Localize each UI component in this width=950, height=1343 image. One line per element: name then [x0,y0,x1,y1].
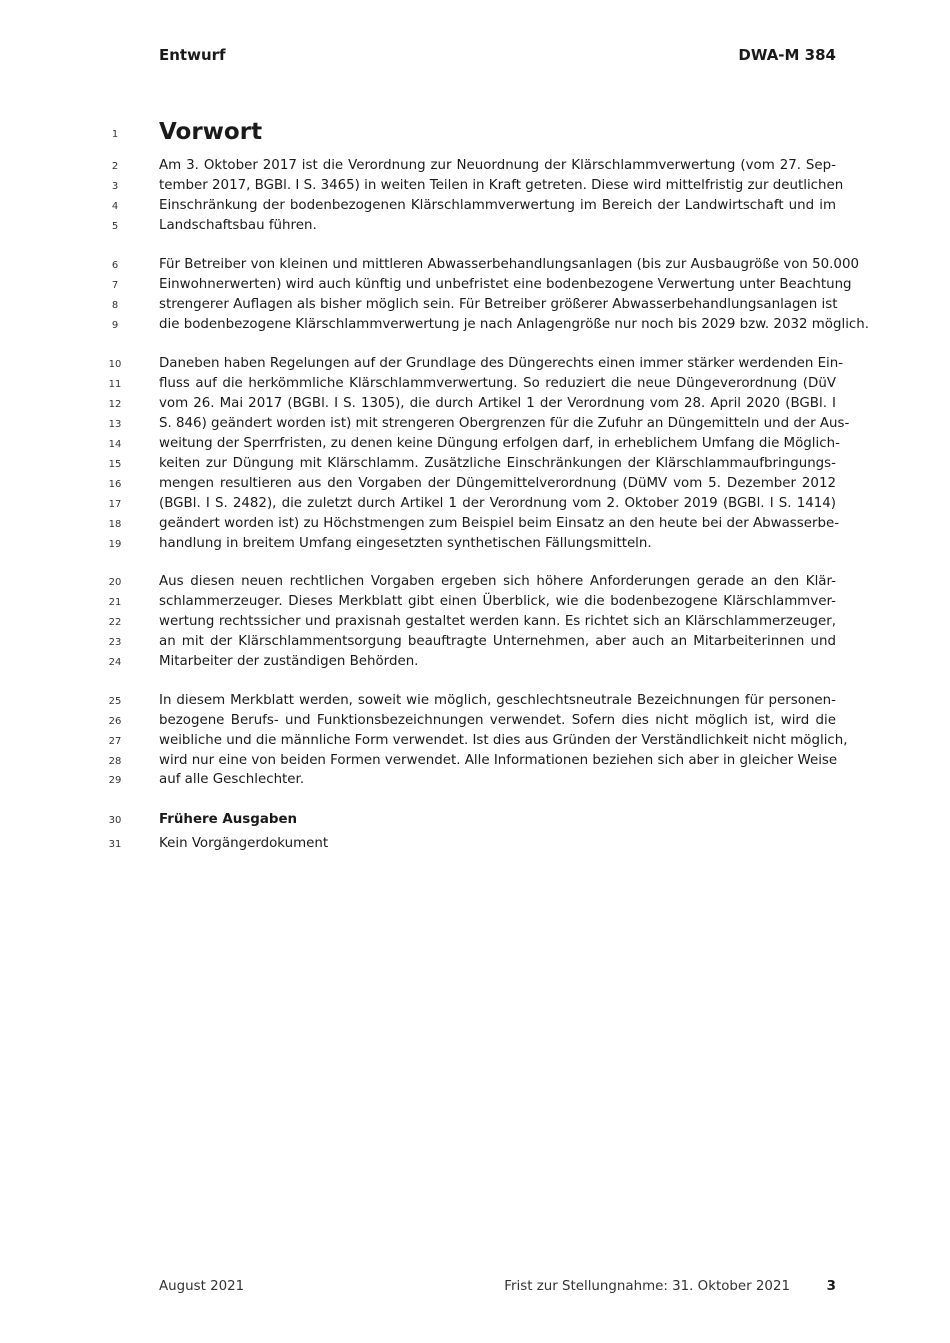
line-text: auf alle Geschlechter. [159,772,305,787]
line-text: tember 2017, BGBl. I S. 3465) in weiten Teilen in Kraft getreten. Diese wird mittelfristig zur deutlichen [159,178,844,193]
line-17 [0,494,950,514]
page-header [159,46,836,66]
line-number: 16 [108,479,122,490]
line-number: 5 [111,221,119,232]
line-text: fluss auf die herkömmliche Klärschlammverwertung. So reduziert die neue Düngeverordnung (DüV [159,376,836,391]
line-24 [0,652,950,672]
line-number: 25 [108,696,122,707]
line-4 [0,196,950,216]
line-number: 12 [108,399,122,410]
line-text: (BGBl. I S. 2482), die zuletzt durch Artikel 1 der Verordnung vom 2. Oktober 2019 (BGBl. I S. 1414) [159,496,836,511]
line-25 [0,691,950,711]
line-text: wertung rechtssicher und praxisnah gestaltet werden kann. Es richtet sich an Klärschlammerzeuger, [159,614,836,629]
line-text: keiten zur Düngung mit Klärschlamm. Zusätzliche Einschränkungen der Klärschlammaufbringungs- [159,456,836,471]
line-text: wird nur eine von beiden Formen verwendet. Alle Informationen beziehen sich aber in gleicher Weise [159,753,838,768]
line-11 [0,374,950,394]
line-number: 4 [111,201,119,212]
line-26 [0,711,950,731]
line-22 [0,612,950,632]
line-number: 21 [108,597,122,608]
line-14 [0,434,950,454]
page-footer [159,1279,836,1299]
line-text: Einwohnerwerten) wird auch künftig und unbefristet eine bodenbezogene Verwertung unter Beachtung [159,277,852,292]
line-number: 9 [111,320,119,331]
line-number: 1 [111,129,119,140]
line-text: schlammerzeuger. Dieses Merkblatt gibt einen Überblick, wie die bodenbezogene Klärschlammver- [159,594,836,609]
line-text: Aus diesen neuen rechtlichen Vorgaben ergeben sich höhere Anforderungen gerade an den Klär- [159,574,836,589]
line-number: 2 [111,161,119,172]
line-text: strengerer Auflagen als bisher möglich sein. Für Betreiber größerer Abwasserbehandlungsanlagen ist [159,297,838,312]
page-number: 3 [826,1279,836,1294]
line-number: 28 [108,756,122,767]
line-number: 14 [108,439,122,450]
line-2 [0,156,950,176]
line-21 [0,592,950,612]
line-text: die bodenbezogene Klärschlammverwertung je nach Anlagengröße nur noch bis 2029 bzw. 2032 möglich. [159,317,870,332]
footer-date: August 2021 [159,1279,245,1294]
line-text: handlung in breitem Umfang eingesetzten synthetischen Fällungsmitteln. [159,536,652,551]
line-23 [0,632,950,652]
line-number: 30 [108,815,122,826]
line-1 [0,117,950,145]
line-number: 15 [108,459,122,470]
line-number: 6 [111,260,119,271]
line-28 [0,751,950,771]
line-9 [0,315,950,335]
line-text: Mitarbeiter der zuständigen Behörden. [159,654,419,669]
line-20 [0,572,950,592]
footer-deadline: Frist zur Stellungnahme: 31. Oktober 2021 [504,1279,790,1294]
line-number: 17 [108,499,122,510]
line-text: weibliche und die männliche Form verwendet. Ist dies aus Gründen der Verständlichkeit nicht möglich, [159,733,848,748]
line-number: 10 [108,359,122,370]
line-text: Für Betreiber von kleinen und mittleren Abwasserbehandlungsanlagen (bis zur Ausbaugröße von 50.000 [159,257,859,272]
line-31 [0,834,950,854]
line-number: 3 [111,181,119,192]
line-29 [0,770,950,790]
line-text: mengen resultieren aus den Vorgaben der Düngemittelverordnung (DüMV vom 5. Dezember 2012 [159,476,836,491]
line-3 [0,176,950,196]
line-19 [0,534,950,554]
line-number: 27 [108,736,122,747]
line-number: 23 [108,637,122,648]
line-text: vom 26. Mai 2017 (BGBl. I S. 1305), die durch Artikel 1 der Verordnung vom 28. April 2020 (BGBl. I [159,396,836,411]
line-text: weitung der Sperrfristen, zu denen keine Düngung erfolgen darf, in erheblichem Umfang die Möglich- [159,436,840,451]
line-8 [0,295,950,315]
line-number: 22 [108,617,122,628]
line-27 [0,731,950,751]
line-number: 19 [108,539,122,550]
line-text: geändert worden ist) zu Höchstmengen zum Beispiel beim Einsatz an den heute bei der Abwasserbe- [159,516,840,531]
line-number: 24 [108,657,122,668]
line-text: Am 3. Oktober 2017 ist die Verordnung zur Neuordnung der Klärschlammverwertung (vom 27. Sep- [159,158,836,173]
line-text: S. 846) geändert worden ist) mit strengeren Obergrenzen für die Zufuhr an Düngemitteln und der Aus- [159,416,850,431]
line-text: Einschränkung der bodenbezogenen Klärschlammverwertung im Bereich der Landwirtschaft und im [159,198,836,213]
line-10 [0,354,950,374]
line-text: Kein Vorgängerdokument [159,836,329,851]
line-number: 8 [111,300,119,311]
line-7 [0,275,950,295]
line-number: 7 [111,280,119,291]
section-heading: Frühere Ausgaben [159,812,298,827]
line-5 [0,216,950,236]
line-12 [0,394,950,414]
line-13 [0,414,950,434]
line-text: Landschaftsbau führen. [159,218,317,233]
line-number: 20 [108,577,122,588]
document-id: DWA-M 384 [738,46,836,64]
line-text: an mit der Klärschlammentsorgung beauftragte Unternehmen, aber auch an Mitarbeiterinnen und [159,634,836,649]
line-number: 18 [108,519,122,530]
line-text: In diesem Merkblatt werden, soweit wie möglich, geschlechtsneutrale Bezeichnungen für personen- [159,693,836,708]
line-18 [0,514,950,534]
line-number: 11 [108,379,122,390]
page-title: Vorwort [159,119,263,145]
line-15 [0,454,950,474]
line-30 [0,810,950,830]
line-number: 26 [108,716,122,727]
line-6 [0,255,950,275]
line-number: 13 [108,419,122,430]
draft-label: Entwurf [159,46,226,64]
line-number: 31 [108,839,122,850]
line-16 [0,474,950,494]
line-text: Daneben haben Regelungen auf der Grundlage des Düngerechts einen immer stärker werdenden Ein- [159,356,844,371]
line-text: bezogene Berufs- und Funktionsbezeichnungen verwendet. Sofern dies nicht möglich ist, wird die [159,713,836,728]
line-number: 29 [108,775,122,786]
